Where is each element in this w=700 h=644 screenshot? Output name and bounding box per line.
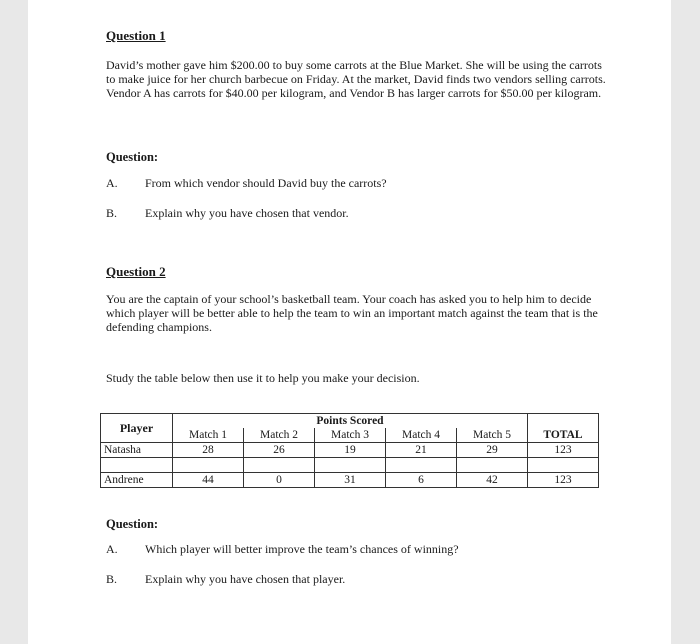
question-2-b-letter: B.: [106, 572, 118, 586]
score-cell: 28: [173, 443, 244, 458]
question-1-a-letter: A.: [106, 176, 118, 190]
table-spacer-row: [101, 458, 599, 473]
points-scored-header: Points Scored: [173, 414, 528, 429]
total-cell: 123: [528, 443, 599, 458]
score-cell: 31: [315, 473, 386, 488]
question-2-b-text: Explain why you have chosen that player.: [145, 572, 346, 586]
score-cell: 21: [386, 443, 457, 458]
match-1-header: Match 1: [173, 428, 244, 443]
question-1-b-text: Explain why you have chosen that vendor.: [145, 206, 349, 220]
score-cell: 6: [386, 473, 457, 488]
score-cell: 19: [315, 443, 386, 458]
score-cell: 44: [173, 473, 244, 488]
question-2-paragraph: You are the captain of your school’s basketball team. Your coach has asked you to help him to decide which player will be better able to help the team to win an important match against the team that is the defending champions.: [106, 292, 598, 334]
player-column-header: Player: [101, 414, 173, 443]
question-1-b-letter: B.: [106, 206, 118, 220]
player-name: Andrene: [101, 473, 173, 488]
document-page: [28, 0, 671, 644]
table-row: [101, 473, 599, 488]
match-4-header: Match 4: [386, 428, 457, 443]
score-cell: 0: [244, 473, 315, 488]
score-cell: 26: [244, 443, 315, 458]
total-cell: 123: [528, 473, 599, 488]
score-cell: 42: [457, 473, 528, 488]
study-instruction: Study the table below then use it to help you make your decision.: [106, 371, 420, 385]
table-row: [101, 443, 599, 458]
question-1-paragraph: David’s mother gave him $200.00 to buy some carrots at the Blue Market. She will be using the carrots to make juice for her church barbecue on Friday. At the market, David finds two vendors selling carrots. Vendor A has carrots for $40.00 per kilogram, and Vendor B has larger carrots for $50.00 per kilogram.: [106, 58, 606, 100]
question-1-heading: Question 1: [106, 28, 166, 43]
match-5-header: Match 5: [457, 428, 528, 443]
question-1-a-text: From which vendor should David buy the carrots?: [145, 176, 387, 190]
points-table: [100, 413, 599, 488]
question-1-label: Question:: [106, 150, 159, 164]
question-2-a-text: Which player will better improve the team’s chances of winning?: [145, 542, 459, 556]
player-name: Natasha: [101, 443, 173, 458]
total-header-spacer: [528, 414, 599, 429]
question-2-label: Question:: [106, 517, 159, 531]
score-cell: 29: [457, 443, 528, 458]
match-2-header: Match 2: [244, 428, 315, 443]
match-3-header: Match 3: [315, 428, 386, 443]
total-header: TOTAL: [528, 428, 599, 443]
question-2-heading: Question 2: [106, 264, 166, 279]
question-2-a-letter: A.: [106, 542, 118, 556]
